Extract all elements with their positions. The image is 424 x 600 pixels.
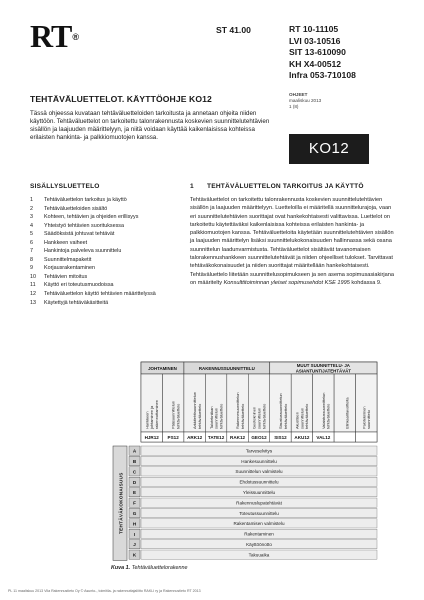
figure-row-letter: J: [133, 542, 136, 548]
toc-item-label: Hankintoja palveleva suunnittelu: [44, 248, 122, 255]
figure-row-label: Rakentamisen valmistelu: [233, 521, 285, 527]
toc-item-number: 2: [30, 205, 33, 212]
toc-item: [30, 213, 156, 222]
figure-column-label-line: johtaminen ja: [149, 405, 155, 429]
st-code: ST 41.00: [216, 25, 251, 35]
figure-column-code: TATE12: [207, 435, 225, 440]
toc-item-number: 7: [30, 248, 33, 255]
toc-item: [30, 196, 156, 205]
section-1-title: TEHTÄVÄLUETTELON TARKOITUS JA KÄYTTÖ: [207, 183, 364, 190]
figure-group-label: JOHTAMINEN: [148, 366, 177, 371]
toc-item-number: 9: [30, 265, 33, 272]
toc-item: [30, 239, 156, 248]
figure-column-label: [345, 397, 350, 429]
figure-row-letter: F: [133, 500, 136, 506]
page-footer: PL 11 maaliskuu 2013 Vila Rakennustieto Oy © Asunto-, toimitila- ja rakennuttajaliitto RAKLI ry ja Rakennustieto RT 2013: [8, 589, 201, 593]
toc-item-label: Tehtävien mitoitus: [44, 273, 88, 280]
figure-column-label-line: Talotekniikan: [208, 406, 214, 429]
figure-column-label-line: Valaistussuunnittelun: [320, 392, 326, 429]
figure-column-code: AKU12: [294, 435, 310, 440]
task-structure-figure: [111, 354, 379, 562]
toc-item-number: 13: [30, 299, 36, 306]
toc-item: [30, 264, 156, 273]
toc-item-label: Käyttö eri toteutusmuodoissa: [44, 282, 114, 289]
figure-column-label-line: tehtäväluettelo: [218, 403, 224, 429]
code-sit: SIT 13-610090: [289, 47, 346, 57]
toc-item-label: Tehtäväluetteloiden sisältö: [44, 205, 108, 212]
figure-caption: Kuva 1. Tehtäväluettelorakenne: [111, 565, 188, 571]
toc-item: [30, 281, 156, 290]
toc-item-label: Käytettyjä tehtäväkäsitteitä: [44, 299, 109, 306]
figure-row-letter: G: [132, 511, 137, 516]
figure-row-label: Yleissuunnittelu: [242, 490, 276, 495]
figure-column-label-line: Geotekninen: [251, 406, 257, 429]
figure-row-label: Hankesuunnittelu: [241, 458, 277, 464]
document-codes: [289, 24, 356, 82]
figure-column-label-line: tehtäväluettelo: [239, 403, 245, 429]
toc-item-number: 8: [30, 256, 33, 263]
figure-column-label-line: Sisustussuunnittelun: [277, 393, 283, 429]
figure-column-code: RAK12: [230, 435, 246, 440]
figure-column-label-line: tehtäväluettelo: [175, 403, 181, 429]
toc-item: [30, 230, 156, 239]
section-1-body: Tehtäväluettelot on tarkoitettu talonrakennusta koskevien suunnittelutehtävien sisällön ja laajuuden määrittelyyn. Luetteloilla ei määritellä suunnittelurajoja, vaan eri suunnittelutehtävien suorittajat ovat hankekohtaisesti valittavissa. Luettelot on tarkoitettu käytettäväksi kaikenlaisissa kohteissa erilaisten hankinta- ja palkkiomuotojen kanssa. Tehtäväluetteloita käytetään suunnittelutehtävien sisällön ja laajuuden määrittelyn lisäksi suunnittelukokonaisuuden hallinnassa sekä osana suunnittelun laadunvarmistusta. Tehtäväluettelot sisältävät tavanomaisen talorakennushankkeen suunnittelutehtävät ja niiden ohjeelliset tulokset. Tarvittavat tehtäväkokonaisuudet ja niiden suorittajat määritellään hankekohtaisesti. Tehtäväluettelo liitetään suunnittelusopimukseen ja sen asema sopimusasiakirjana on määritelty Konsulttitoiminnan yleiset sopimusehdot KSE 1995 kohdassa 9.: [190, 197, 394, 286]
figure-column-code: SIS12: [274, 435, 287, 440]
section-1-reference: Konsulttitoiminnan yleiset sopimusehdot KSE 1995: [223, 279, 350, 286]
code-kh: KH X4-00512: [289, 58, 342, 69]
toc-item: [30, 205, 156, 214]
ko12-badge: KO12: [289, 134, 369, 164]
figure-row-label: Käyttöönotto: [246, 542, 272, 547]
figure-column-code: HJR12: [144, 435, 159, 440]
figure-row-label: Ehdotussuunnittelu: [239, 479, 279, 485]
figure-row-letter: A: [132, 448, 137, 454]
figure-row-letter: E: [132, 490, 137, 496]
figure-column-label-line: Hankkeen: [144, 411, 150, 429]
code-rt: RT 10-11105: [289, 24, 339, 34]
toc-item-number: 11: [30, 282, 36, 289]
figure-column-label-line: tehtäväluettelo: [196, 403, 202, 429]
toc-item: [30, 247, 156, 256]
document-pages: 1 (8): [289, 104, 299, 109]
figure-column-label-line: Elinkaaritavoitteita: [344, 397, 350, 429]
figure-code-cell: [356, 432, 377, 442]
toc-item-number: 4: [30, 222, 33, 229]
toc-item-label: Suunnittelmapaketit: [44, 256, 92, 263]
figure-row-letter: I: [133, 531, 136, 537]
toc-item: [30, 222, 156, 231]
toc-item-number: 12: [30, 291, 36, 298]
toc-item-number: 3: [30, 214, 33, 221]
section-1-number: 1: [190, 183, 194, 190]
figure-row-letter: C: [132, 469, 137, 475]
figure-column-label-line: tehtäväluettelo: [325, 403, 331, 429]
figure-column-code: PS12: [167, 435, 179, 440]
toc-item-label: Korjausrakentaminen: [44, 265, 95, 272]
figure-row-label: Tarveselvitys: [245, 448, 273, 454]
figure-side-label: TEHTÄVÄKOKONAISUUS: [118, 472, 124, 534]
figure-row-letter: D: [132, 479, 137, 485]
code-lvi: LVI 03-10516: [289, 35, 341, 46]
document-type: OHJEET: [289, 92, 308, 97]
toc-item-label: Yhteistyö tehtävien suorituksessa: [44, 222, 125, 229]
toc-item-number: 10: [30, 273, 36, 280]
figure-group-label: RAKENNUSSUUNNITTELU: [198, 366, 255, 371]
document-meta: [289, 92, 321, 110]
figure-column-label-line: suunnittelun: [256, 408, 262, 429]
figure-column-code: ARK12: [187, 435, 203, 440]
figure-column-label-line: suunnittelun: [299, 408, 305, 429]
rt-logo: RT®: [30, 18, 78, 54]
figure-column-label-line: suunnittelu: [366, 410, 372, 429]
figure-row-label: Toteutussuunnittelu: [239, 510, 279, 516]
document-date: maaliskuu 2013: [289, 98, 322, 103]
figure-row-letter: H: [132, 521, 137, 527]
toc-title: SISÄLLYSLUETTELO: [30, 183, 100, 190]
figure-group-label: MUUT SUUNNITTELU- JA: [296, 363, 350, 368]
figure-row-letter: K: [132, 552, 137, 558]
figure-column-label-line: tehtäväluettelo: [261, 403, 267, 429]
figure-column-label-line: Arkkitehtisuunnittelun: [192, 392, 198, 429]
figure-column-label-line: Pääsuunnittelun: [170, 401, 176, 429]
figure-row-label: Takuuaika: [248, 552, 270, 558]
figure-row-label: Rakennuslupatehtävät: [236, 500, 282, 506]
toc-item-label: Tehtäväluettelon käyttö tehtävien määrittelyssä: [44, 291, 156, 298]
section-1-heading: [190, 183, 364, 190]
figure-column-label: [171, 401, 181, 429]
figure-column-label-line: Akustisen: [294, 412, 300, 429]
figure-row-letter: B: [132, 459, 137, 464]
figure-column-label-line: tehtäväluettelo: [282, 403, 288, 429]
toc-item-label: Hankkeen vaiheet: [44, 239, 88, 246]
toc-item-number: 6: [30, 239, 33, 246]
document-title: TEHTÄVÄLUETTELOT. KÄYTTÖOHJE KO12: [30, 94, 212, 104]
toc-item: [30, 256, 156, 265]
figure-column-label-line: Rakennesuunnittelun: [235, 392, 241, 429]
figure-column-code: GEO12: [251, 435, 267, 440]
toc-item-label: Säädöksistä johtuvat tehtävät: [44, 231, 115, 238]
figure-column-label-line: suunnittelun: [213, 408, 219, 429]
intro-paragraph: Tässä ohjeessa kuvataan tehtäväluetteloiden tarkoitusta ja annetaan ohjeita niiden käyttöön. Tehtäväluettelot on tarkoitettu talonrakennusta koskevien suunnittelutehtävien sisällön ja laajuuden määrittelyyn, ja niitä voidaan käyttää kaikenlaisissa kohteissa erilaisten hankinta- ja palkkiomuotojen kanssa.: [30, 110, 270, 141]
toc-item-number: 5: [30, 231, 33, 238]
code-infra: Infra 053-710108: [289, 70, 356, 80]
figure-column-label-line: rakennuttaminen: [154, 400, 160, 429]
figure-row-label: Suunnittelun valmistelu: [235, 469, 283, 475]
figure-row-label: Rakentaminen: [244, 531, 274, 537]
toc-item-number: 1: [30, 197, 33, 203]
toc-item: [30, 299, 156, 308]
toc-list: [30, 196, 156, 307]
toc-item: [30, 273, 156, 282]
figure-column-label-line: tehtäväluettelo: [304, 403, 310, 429]
toc-item-label: Tehtäväluettelon tarkoitus ja käyttö: [44, 197, 127, 203]
figure-column-label-line: Palotekninen: [361, 406, 367, 429]
toc-item: [30, 290, 156, 299]
figure-code-cell: [334, 432, 355, 442]
toc-item-label: Kohteen, tehtävien ja ohjeiden erillisyys: [44, 214, 139, 221]
figure-group-label: ASIANTUNTIJATEHTÄVÄT: [295, 368, 352, 374]
figure-column-code: VAL12: [316, 435, 331, 440]
